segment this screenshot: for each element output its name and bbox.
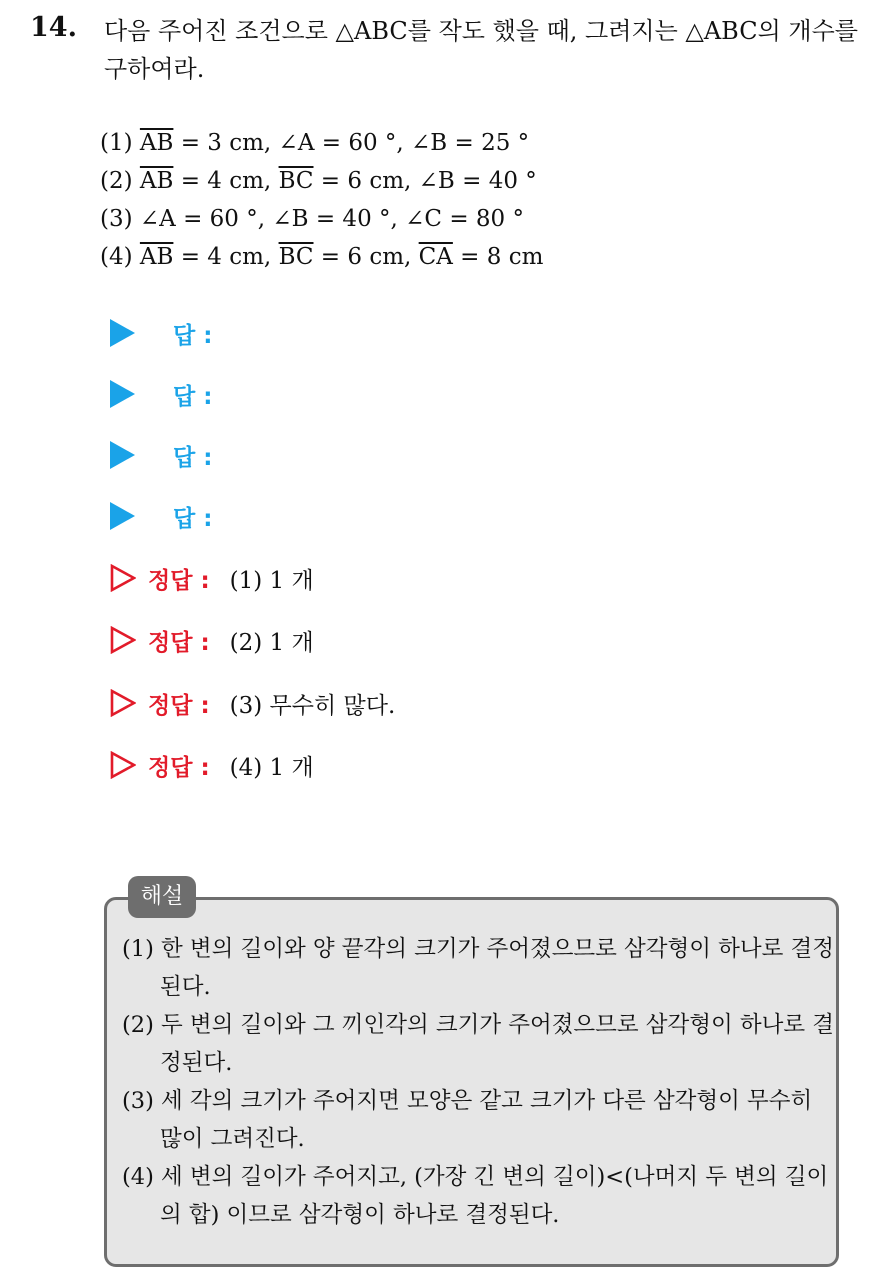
condition-text: ∠A = 60 °, ∠B = 40 °, ∠C = 80 ° (139, 206, 524, 232)
condition-label: (1) (100, 130, 140, 156)
question-text: 다음 주어진 조건으로 △ABC를 작도 했을 때, 그려지는 △ABC의 개수를 구하여라. (104, 17, 858, 83)
segment-name: $\overline{AB}$ (139, 130, 174, 156)
condition-text: = 6 cm, ∠B = 40 ° (313, 168, 537, 194)
correct-label: 정답 : (148, 629, 210, 656)
correct-answer-value: (3) 무수히 많다. (229, 692, 396, 719)
correct-answer-value: (1) 1 개 (229, 567, 314, 594)
play-arrow-icon (110, 441, 135, 469)
correct-answer-row (110, 683, 395, 723)
answer-row (110, 496, 212, 536)
play-arrow-icon (110, 380, 135, 408)
condition-text: = 4 cm, (173, 168, 279, 194)
outline-arrow-icon (110, 626, 136, 654)
outline-arrow-icon (110, 751, 136, 779)
segment-name: $\overline{BC}$ (278, 244, 314, 270)
condition-label: (3) (100, 206, 140, 232)
answer-label: 답 : (173, 444, 213, 471)
condition-item (100, 124, 543, 162)
answer-label: 답 : (173, 322, 213, 349)
segment-name: $\overline{AB}$ (139, 244, 174, 270)
answer-row (110, 313, 212, 353)
explanation-item: (1) 한 변의 길이와 양 끝각의 크기가 주어졌으므로 삼각형이 하나로 결정된다. (122, 936, 834, 1000)
condition-item (100, 162, 543, 200)
segment-name: $\overline{AB}$ (139, 168, 174, 194)
answer-label: 답 : (173, 383, 213, 410)
correct-answer-value: (2) 1 개 (229, 629, 314, 656)
correct-answer-row (110, 558, 314, 598)
condition-label: (2) (100, 168, 140, 194)
answer-row (110, 374, 212, 414)
correct-answer-value: (4) 1 개 (229, 754, 314, 781)
correct-label: 정답 : (148, 754, 210, 781)
condition-text: = 3 cm, ∠A = 60 °, ∠B = 25 ° (173, 130, 530, 156)
condition-label: (4) (100, 244, 140, 270)
answer-label: 답 : (173, 505, 213, 532)
question-number: 14. (30, 12, 77, 43)
explanation-item: (2) 두 변의 길이와 그 끼인각의 크기가 주어졌으므로 삼각형이 하나로 결정된다. (122, 1012, 834, 1076)
play-arrow-icon (110, 319, 135, 347)
outline-arrow-icon (110, 564, 136, 592)
outline-arrow-icon (110, 689, 136, 717)
condition-item (100, 238, 543, 276)
explanation-list (122, 930, 834, 1234)
correct-label: 정답 : (148, 692, 210, 719)
condition-text: = 6 cm, (313, 244, 419, 270)
explanation-item: (4) 세 변의 길이가 주어지고, (가장 긴 변의 길이)<(나머지 두 변의 길이의 합) 이므로 삼각형이 하나로 결정된다. (122, 1164, 829, 1228)
explanation-item: (3) 세 각의 크기가 주어지면 모양은 같고 크기가 다른 삼각형이 무수히 많이 그려진다. (122, 1088, 813, 1152)
correct-answer-row (110, 620, 314, 660)
segment-name: $\overline{BC}$ (278, 168, 314, 194)
conditions-list (100, 124, 543, 276)
condition-item (100, 200, 543, 238)
correct-answer-row (110, 745, 314, 785)
correct-label: 정답 : (148, 567, 210, 594)
explanation-tag: 해설 (128, 876, 196, 918)
play-arrow-icon (110, 502, 135, 530)
answer-row (110, 435, 212, 475)
condition-text: = 4 cm, (173, 244, 279, 270)
condition-text: = 8 cm (452, 244, 544, 270)
segment-name: $\overline{CA}$ (418, 244, 453, 270)
